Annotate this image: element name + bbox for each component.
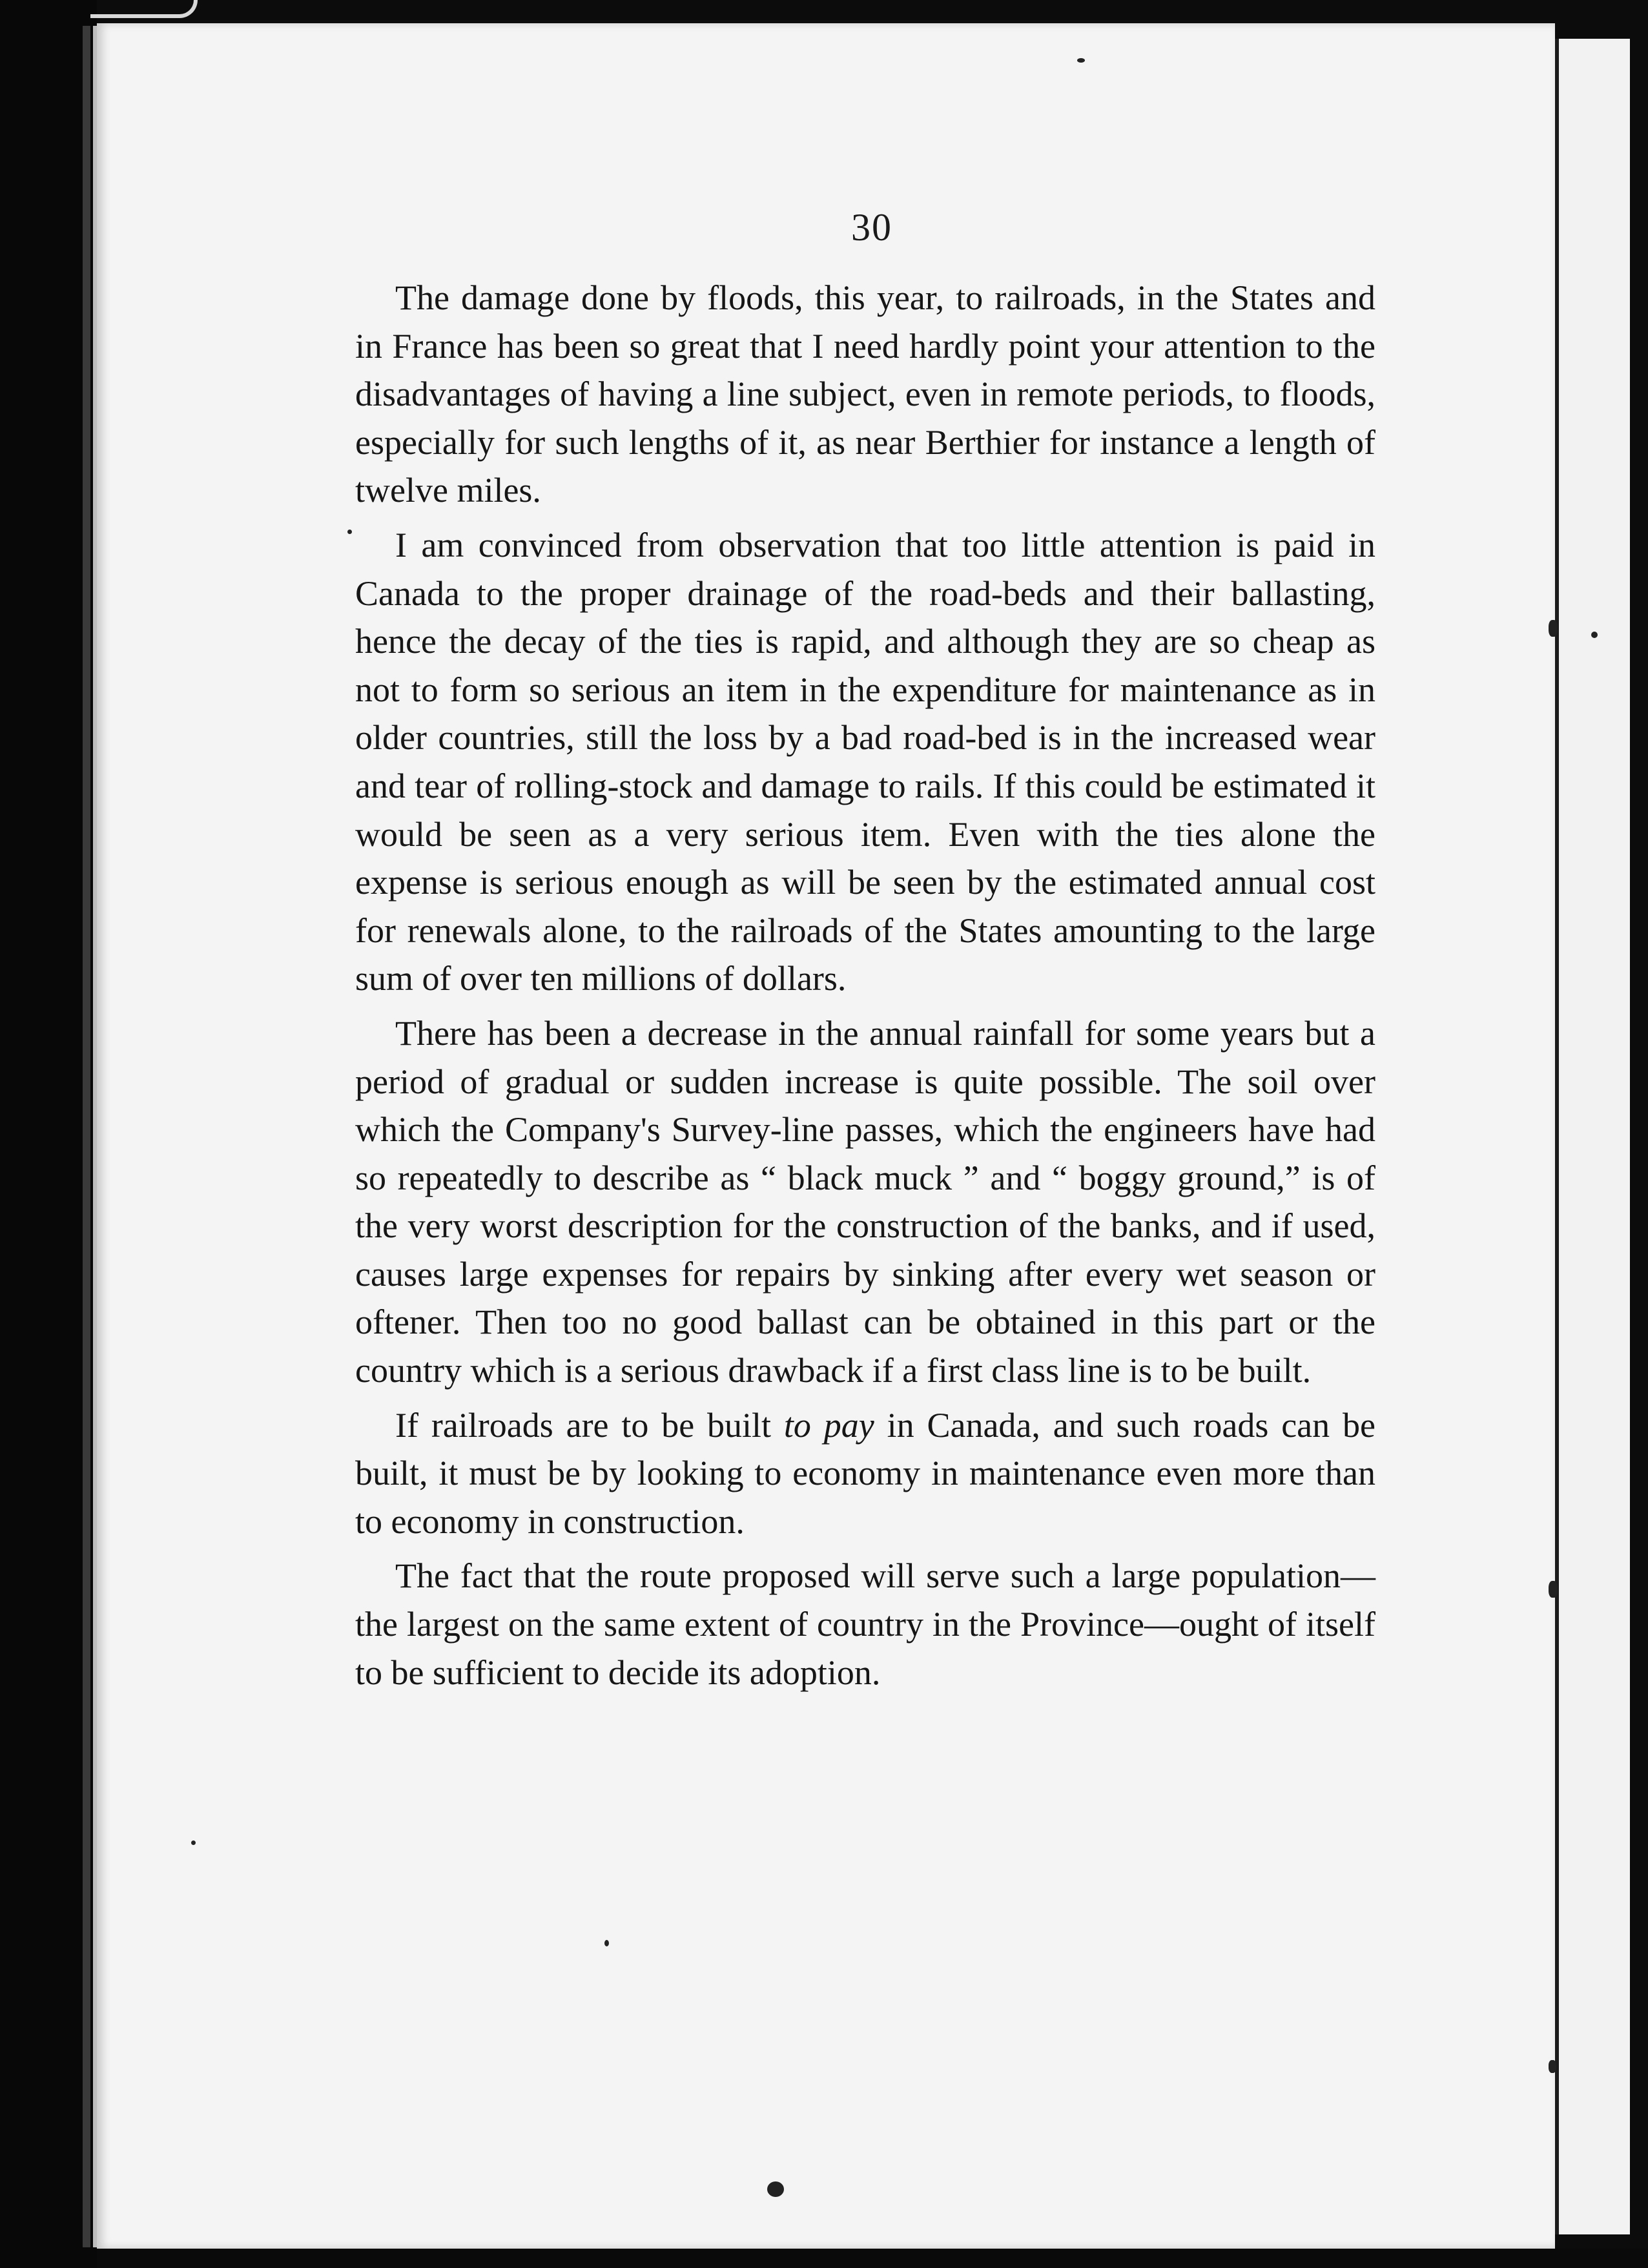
page-edge-shadow [83,26,90,2247]
paragraph: I am convinced from observation that too little attention is paid in Canada to the proper drainage of the road-beds and their ballasting, hence the decay of the ties is rapid, and although they are so cheap as not to form so serious an item in the expenditure for maintenance as in older countries, still the loss by a bad road-bed is in the increased wear and tear of rolling-stock and damage to rails. If this could be estimated it would be seen as a very serious item. Even with the ties alone the expense is serious enough as will be seen by the estimated annual cost for renewals alone, to the railroads of the States amounting to the large sum of over ten millions of dollars. [355,525,1375,998]
scan-speck [604,1940,609,1946]
scan-corner-mark [90,0,198,18]
paragraph [355,1401,1375,1546]
scan-speck [1549,2060,1556,2073]
scan-speck [1077,58,1085,63]
scan-speck [1549,620,1558,637]
facing-page-edge [1559,39,1630,2234]
scan-speck [347,530,352,534]
paragraph: The fact that the route proposed will serve such a large population—the largest on the same extent of country in the Province—ought of itself to be sufficient to decide its adoption. [355,1556,1375,1692]
page-number: 30 [851,206,892,249]
scan-speck [767,2181,784,2197]
scan-speck [1549,1581,1558,1598]
scan-border-bottom [97,2249,1648,2268]
scan-speck [1591,632,1598,638]
paragraph: There has been a decrease in the annual rainfall for some years but a period of gradual or sudden increase is quite possible. The soil over which the Company's Survey-line passes, which the engineers have had so repeatedly to describe as “ black muck ” and “ boggy ground,” is of the very worst description for the construction of the banks, and if used, causes large expenses for repairs by sinking after every wet season or oftener. Then too no good ballast can be obtained in this part or the country which is a serious drawback if a first class line is to be built. [355,1013,1375,1390]
paragraph-text: If railroads are to be built [395,1405,784,1445]
scan-speck [191,1840,196,1845]
paragraph: The damage done by floods, this year, to railroads, in the States and in France has been so great that I need hardly point your attention to the disadvantages of having a line subject, even in remote periods, to floods, especially for such lengths of it, as near Berthier for instance a length of twelve miles. [355,278,1375,510]
emphasized-text: to pay [783,1405,874,1445]
paragraph-text: in Canada, and such roads can be built, it must be by looking to economy in maintenance even more than to economy in construction. [355,1405,1375,1541]
body-text [355,274,1375,1696]
